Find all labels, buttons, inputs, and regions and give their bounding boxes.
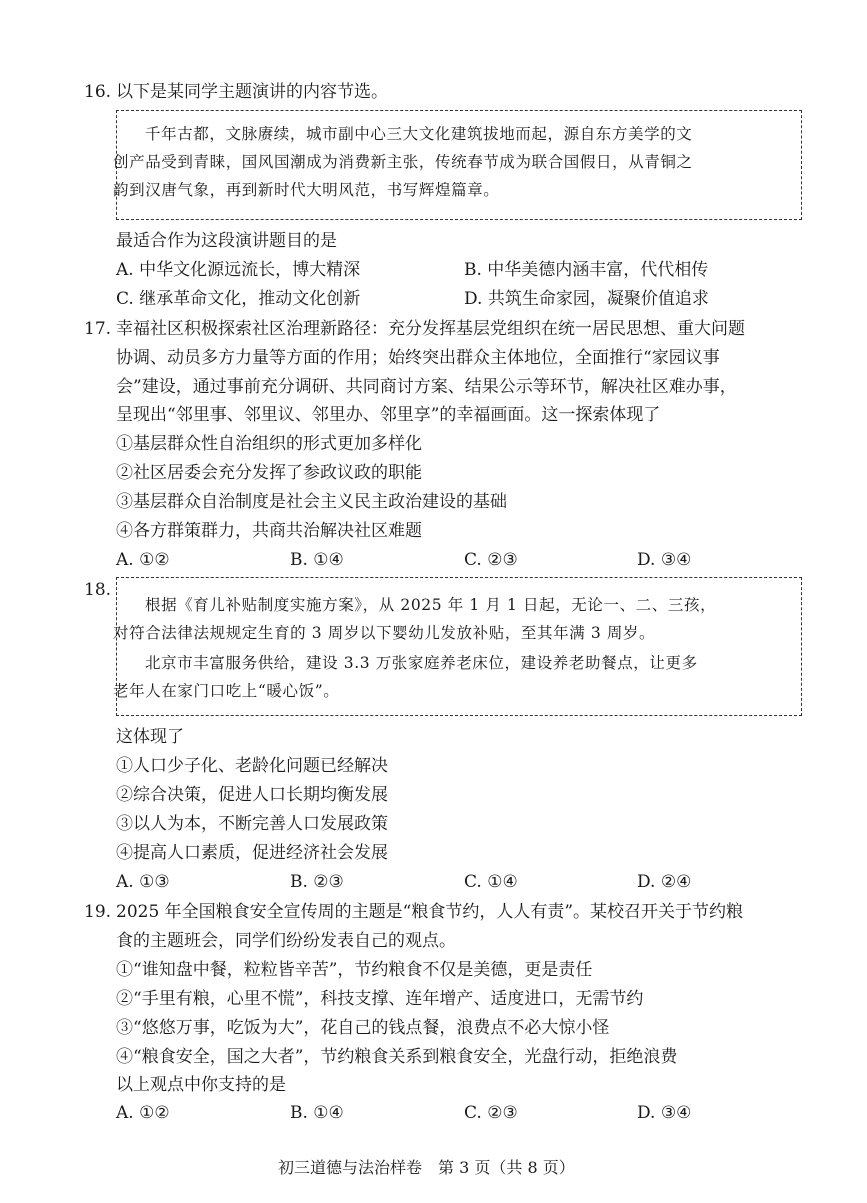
option-c[interactable]: C. ②③	[464, 1103, 518, 1123]
statement-3: ③以人为本，不断完善人口发展政策	[116, 814, 388, 834]
option-c[interactable]: C. 继承革命文化，推动文化创新	[116, 289, 361, 309]
option-b[interactable]: B. ②③	[290, 872, 344, 892]
question-16-stem: 以下是某同学主题演讲的内容节选。	[116, 82, 388, 102]
statement-3: ③“悠悠万事，吃饭为大”，花自己的钱点餐，浪费点不必大惊小怪	[116, 1018, 610, 1038]
question-17-stem-line: 幸福社区积极探索社区治理新路径：充分发挥基层党组织在统一居民思想、重大问题	[116, 319, 745, 339]
question-16-prompt: 最适合作为这段演讲题目的是	[116, 231, 337, 251]
question-16-number: 16.	[84, 82, 112, 102]
option-b[interactable]: B. ①④	[290, 550, 344, 570]
material-line: 创产品受到青睐，国风国潮成为消费新主张，传统春节成为联合国假日，从青铜之	[113, 153, 693, 171]
question-19-stem-line: 2025 年全国粮食安全宣传周的主题是“粮食节约，人人有责”。某校召开关于节约粮	[116, 902, 744, 922]
option-b[interactable]: B. 中华美德内涵丰富，代代相传	[464, 260, 709, 280]
material-line: 韵到汉唐气象，再到新时代大明风范，书写辉煌篇章。	[113, 181, 500, 199]
option-a[interactable]: A. 中华文化源远流长，博大精深	[116, 260, 361, 280]
statement-4: ④提高人口素质，促进经济社会发展	[116, 843, 388, 863]
question-17-number: 17.	[84, 319, 112, 339]
question-18-material-box	[113, 577, 802, 716]
statement-1: ①“谁知盘中餐，粒粒皆辛苦”，节约粮食不仅是美德，更是责任	[116, 960, 593, 980]
question-17-stem-line: 协调、动员多方力量等方面的作用；始终突出群众主体地位，全面推行“家园议事	[116, 348, 720, 368]
question-19-stem-line: 食的主题班会，同学们纷纷发表自己的观点。	[116, 931, 456, 951]
question-17-stem-line: 呈现出“邻里事、邻里议、邻里办、邻里享”的幸福画面。这一探索体现了	[116, 405, 661, 425]
material-line: 老年人在家门口吃上“暖心饭”。	[113, 682, 340, 700]
statement-2: ②综合决策，促进人口长期均衡发展	[116, 785, 388, 805]
question-19-prompt: 以上观点中你支持的是	[116, 1075, 286, 1095]
option-c[interactable]: C. ②③	[464, 550, 518, 570]
question-17-stem-line: 会”建设，通过事前充分调研、共同商讨方案、结果公示等环节，解决社区难办事，	[116, 377, 737, 397]
material-line: 对符合法律法规规定生育的 3 周岁以下婴幼儿发放补贴，至其年满 3 周岁。	[113, 624, 656, 642]
question-19-number: 19.	[84, 902, 112, 922]
option-a[interactable]: A. ①②	[116, 550, 170, 570]
option-a[interactable]: A. ①③	[116, 872, 170, 892]
statement-4: ④“粮食安全，国之大者”，节约粮食关系到粮食安全，光盘行动，拒绝浪费	[116, 1047, 678, 1067]
material-line: 北京市丰富服务供给，建设 3.3 万张家庭养老床位，建设养老助餐点，让更多	[145, 654, 698, 672]
statement-1: ①基层群众性自治组织的形式更加多样化	[116, 434, 422, 454]
material-line: 根据《育儿补贴制度实施方案》，从 2025 年 1 月 1 日起，无论一、二、三孩，	[145, 596, 717, 614]
page-footer: 初三道德与法治样卷 第 3 页（共 8 页）	[278, 1158, 575, 1177]
option-c[interactable]: C. ①④	[464, 872, 518, 892]
statement-3: ③基层群众自治制度是社会主义民主政治建设的基础	[116, 492, 507, 512]
statement-4: ④各方群策群力，共商共治解决社区难题	[116, 521, 422, 541]
question-18-prompt: 这体现了	[116, 727, 184, 747]
option-b[interactable]: B. ①④	[290, 1103, 344, 1123]
option-a[interactable]: A. ①②	[116, 1103, 170, 1123]
material-line: 千年古都，文脉赓续，城市副中心三大文化建筑拔地而起，源自东方美学的文	[145, 125, 693, 143]
question-16-material-box	[113, 110, 802, 220]
option-d[interactable]: D. ③④	[637, 550, 692, 570]
option-d[interactable]: D. 共筑生命家园，凝聚价值追求	[464, 289, 709, 309]
statement-2: ②“手里有粮，心里不慌”，科技支撑、连年增产、适度进口，无需节约	[116, 989, 644, 1009]
question-18-number: 18.	[84, 580, 112, 600]
statement-1: ①人口少子化、老龄化问题已经解决	[116, 756, 388, 776]
option-d[interactable]: D. ②④	[637, 872, 692, 892]
statement-2: ②社区居委会充分发挥了参政议政的职能	[116, 463, 422, 483]
option-d[interactable]: D. ③④	[637, 1103, 692, 1123]
